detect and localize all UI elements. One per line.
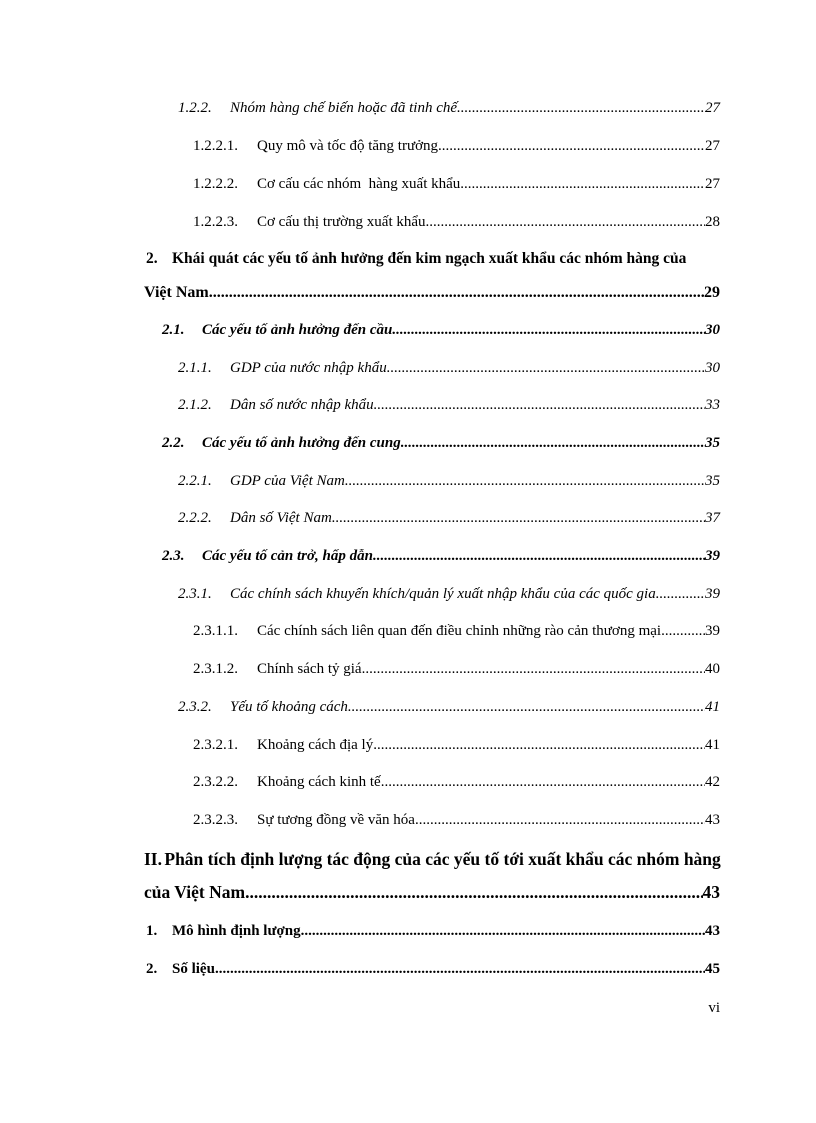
- toc-entry[interactable]: [193, 735, 720, 755]
- toc-title: Dân số Việt Nam: [230, 510, 332, 526]
- toc-entry[interactable]: [146, 959, 720, 979]
- toc-page-number: 35: [705, 473, 720, 489]
- toc-page-number: 40: [705, 661, 720, 677]
- toc-page-number: 39: [705, 623, 720, 639]
- toc-leader: [460, 174, 705, 194]
- toc-number: 2.: [146, 250, 158, 267]
- toc-title: Cơ cấu các nhóm hàng xuất khẩu: [257, 176, 461, 192]
- toc-entry[interactable]: [178, 697, 720, 717]
- toc-entry[interactable]: [193, 212, 720, 232]
- toc-page-number: 29: [704, 284, 720, 301]
- toc-title-continued: của Việt Nam: [144, 882, 246, 902]
- toc-title: Cơ cấu thị trường xuất khẩu.: [257, 214, 430, 230]
- page-number-footer: vi: [708, 1000, 720, 1016]
- toc-title: Sự tương đồng về văn hóa: [257, 812, 415, 828]
- toc-number: 2.3.2.2.: [193, 774, 238, 790]
- toc-leader: [245, 882, 702, 902]
- toc-entry[interactable]: [193, 659, 720, 679]
- toc-leader: [656, 584, 705, 604]
- toc-entry[interactable]: [178, 471, 720, 491]
- toc-title-continued: Việt Nam: [144, 284, 209, 301]
- toc-title: Chính sách tỷ giá: [257, 661, 362, 677]
- toc-leader: [373, 546, 705, 566]
- toc-number: 2.1.1.: [178, 360, 212, 376]
- toc-page-number: 27: [705, 100, 720, 116]
- toc-entry[interactable]: [144, 882, 720, 902]
- toc-entry[interactable]: [178, 584, 720, 604]
- toc-number: II.: [144, 849, 162, 869]
- toc-leader: [661, 621, 705, 641]
- toc-leader: [373, 735, 705, 755]
- toc-leader: [348, 697, 705, 717]
- toc-entry[interactable]: [193, 810, 720, 830]
- toc-entry[interactable]: [144, 283, 720, 303]
- toc-page-number: 39: [705, 586, 720, 602]
- toc-title: GDP của Việt Nam: [230, 473, 345, 489]
- toc-number: 2.3.2.1.: [193, 737, 238, 753]
- toc-title: Khoảng cách kinh tế: [257, 774, 381, 790]
- toc-page-number: 30: [705, 322, 720, 338]
- toc-title: Các yếu tố cản trở, hấp dẫn: [202, 548, 373, 564]
- toc-leader: [301, 921, 705, 941]
- toc-page-number: 37: [705, 510, 720, 526]
- toc-leader: [362, 659, 705, 679]
- toc-entry[interactable]: [162, 433, 720, 453]
- toc-page-number: 33: [705, 397, 720, 413]
- toc-number: 1.2.2.3.: [193, 214, 238, 230]
- toc-number: 2.1.2.: [178, 397, 212, 413]
- toc-number: 2.2.1.: [178, 473, 212, 489]
- toc-entry[interactable]: [178, 358, 720, 378]
- toc-page-number: 35: [705, 435, 720, 451]
- toc-title: Quy mô và tốc độ tăng trưởng: [257, 138, 439, 154]
- toc-entry[interactable]: [146, 921, 720, 941]
- toc-number: 1.2.2.: [178, 100, 212, 116]
- toc-title: Nhóm hàng chế biến hoặc đã tinh chế: [230, 100, 458, 116]
- toc-title: GDP của nước nhập khẩu: [230, 360, 387, 376]
- toc-entry-first-line[interactable]: [144, 849, 721, 870]
- toc-entry[interactable]: [193, 136, 720, 156]
- toc-page-number: 42: [705, 774, 720, 790]
- toc-page-number: 43: [705, 923, 720, 939]
- toc-page-number: 28: [705, 214, 720, 230]
- toc-title: Khoảng cách địa lý: [257, 737, 374, 753]
- toc-number: 2.1.: [162, 322, 185, 338]
- toc-leader: [345, 471, 705, 491]
- toc-entry[interactable]: [178, 508, 720, 528]
- toc-leader: [381, 772, 705, 792]
- toc-leader: [438, 136, 705, 156]
- toc-number: 2.3.2.3.: [193, 812, 238, 828]
- toc-number: 2.3.2.: [178, 699, 212, 715]
- toc-entry[interactable]: [162, 320, 720, 340]
- toc-entry[interactable]: [178, 98, 720, 118]
- toc-entry[interactable]: [193, 772, 720, 792]
- toc-page-number: 41: [705, 699, 720, 715]
- toc-title: Phân tích định lượng tác động của các yếu tố tới xuất khẩu các nhóm hàng: [164, 849, 721, 869]
- toc-leader: [215, 959, 705, 979]
- toc-number: 2.3.1.: [178, 586, 212, 602]
- toc-leader: [209, 283, 704, 303]
- toc-leader: [401, 433, 705, 453]
- toc-number: 2.3.1.2.: [193, 661, 238, 677]
- toc-page-number: 27: [705, 138, 720, 154]
- toc-leader: [332, 508, 705, 528]
- toc-number: 1.2.2.2.: [193, 176, 238, 192]
- toc-number: 2.2.2.: [178, 510, 212, 526]
- toc-title: Số liệu: [172, 961, 215, 977]
- toc-page-number: 39: [705, 548, 720, 564]
- toc-title: Các yếu tố ảnh hưởng đến cung: [202, 435, 401, 451]
- toc-page-number: 45: [705, 961, 720, 977]
- toc-page-number: 41: [705, 737, 720, 753]
- toc-entry[interactable]: [193, 174, 720, 194]
- toc-number: 1.2.2.1.: [193, 138, 238, 154]
- toc-number: 2.3.1.1.: [193, 623, 238, 639]
- toc-leader: [374, 395, 705, 415]
- toc-title: Dân số nước nhập khẩu: [230, 397, 374, 413]
- toc-leader: [429, 212, 705, 232]
- toc-title: Các yếu tố ảnh hưởng đến cầu: [202, 322, 393, 338]
- toc-entry[interactable]: [162, 546, 720, 566]
- toc-number: 2.3.: [162, 548, 185, 564]
- toc-entry[interactable]: [193, 621, 720, 641]
- toc-number: 1.: [146, 923, 158, 939]
- toc-leader: [387, 358, 705, 378]
- toc-title: Mô hình định lượng: [172, 923, 301, 939]
- toc-title: Yếu tố khoảng cách: [230, 699, 348, 715]
- toc-page-number: 27: [705, 176, 720, 192]
- toc-page-number: 43: [705, 812, 720, 828]
- toc-entry[interactable]: [178, 395, 720, 415]
- toc-leader: [415, 810, 705, 830]
- toc-page-number: 30: [705, 360, 720, 376]
- toc-leader: [457, 98, 705, 118]
- toc-number: 2.: [146, 961, 158, 977]
- toc-page-number: 43: [702, 882, 720, 902]
- toc-title: Khái quát các yếu tố ảnh hưởng đến kim ngạch xuất khẩu các nhóm hàng của: [172, 250, 687, 267]
- toc-entry-first-line[interactable]: [146, 250, 686, 268]
- toc-number: 2.2.: [162, 435, 185, 451]
- toc-title: Các chính sách liên quan đến điều chỉnh những rào cản thương mại: [257, 623, 662, 639]
- toc-title: Các chính sách khuyến khích/quản lý xuất nhập khẩu của các quốc gia: [230, 586, 656, 602]
- toc-leader: [392, 320, 705, 340]
